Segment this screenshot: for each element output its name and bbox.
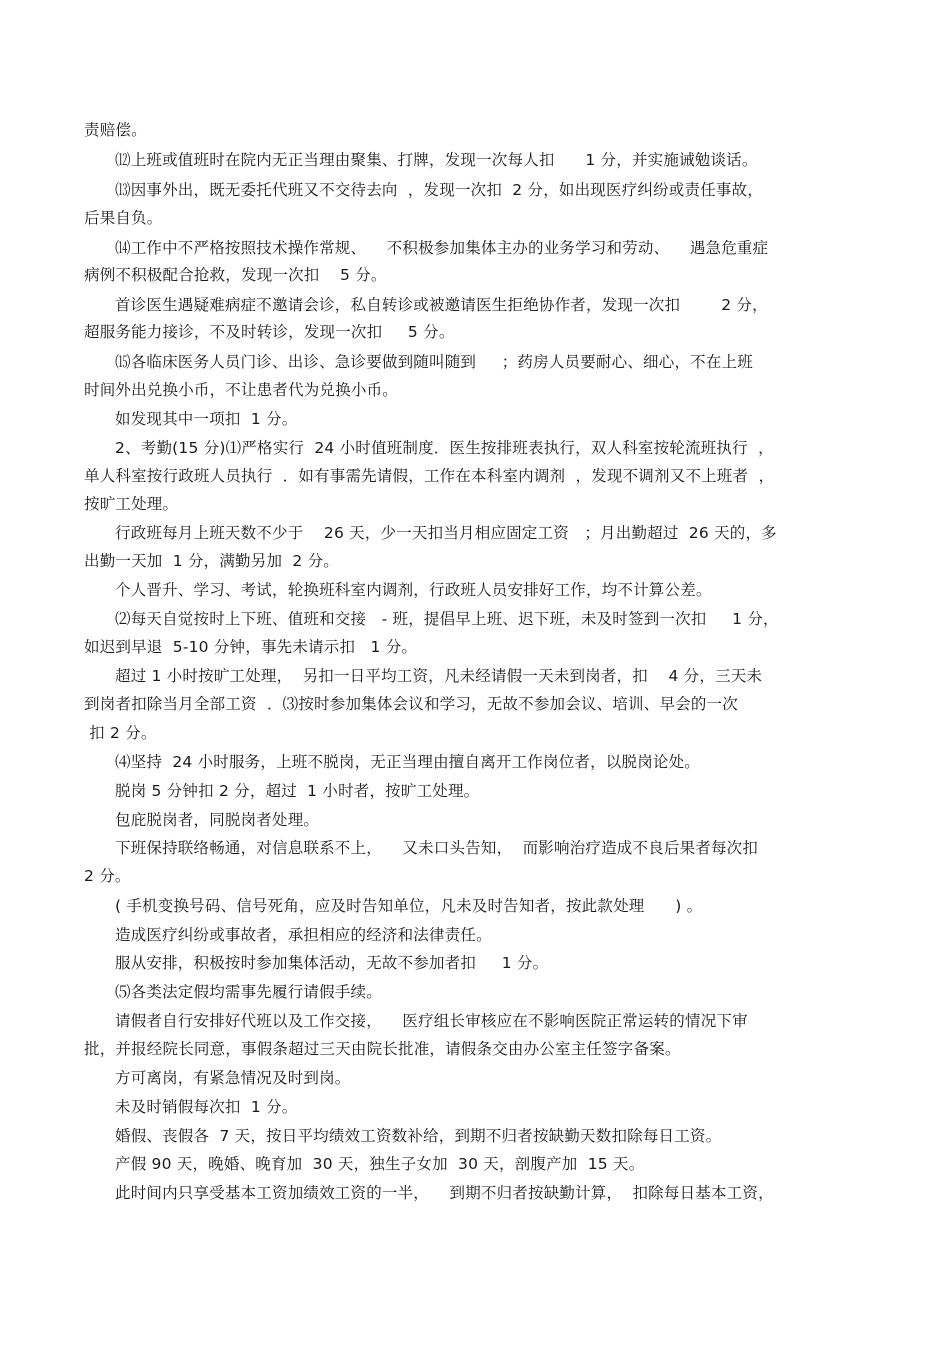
text-line: 脱岗 5 分钟扣 2 分，超过 1 小时者，按旷工处理。 [115, 782, 480, 800]
text-line: 扣 2 分。 [84, 724, 157, 742]
text-line: 病例不积极配合抢救，发现一次扣 5 分。 [84, 266, 387, 284]
text-line: ⑵每天自觉按时上下班、值班和交接 - 班，提倡早上班、迟下班，未及时签到一次扣 1 分， [115, 610, 779, 628]
text-line: 2、考勤(15 分)⑴严格实行 24 小时值班制度．医生按排班表执行，双人科室按轮流班执行 ， [115, 439, 774, 457]
text-line: 如迟到早退 5-10 分钟，事先未请示扣 1 分。 [84, 638, 418, 656]
text-line: ⑷坚持 24 小时服务，上班不脱岗，无正当理由擅自离开工作岗位者，以脱岗论处。 [115, 753, 701, 771]
text-line: 个人晋升、学习、考试，轮换班科室内调剂，行政班人员安排好工作，均不计算公差。 [115, 581, 712, 599]
text-line: 首诊医生遇疑难病症不邀请会诊，私自转诊或被邀请医生拒绝协作者，发现一次扣 2 分， [115, 296, 768, 314]
text-line: 超服务能力接诊，不及时转诊，发现一次扣 5 分。 [84, 323, 455, 341]
text-line: 未及时销假每次扣 1 分。 [115, 1098, 298, 1116]
text-line: 行政班每月上班天数不少于 26 天，少一天扣当月相应固定工资 ；月出勤超过 26 天的，多 [115, 524, 777, 542]
text-line: 单人科室按行政班人员执行 ．如有事需先请假，工作在本科室内调剂 ，发现不调剂又不上班者 ， [84, 467, 775, 485]
text-line: 包庇脱岗者，同脱岗者处理。 [115, 811, 320, 829]
text-line: ( 手机变换号码、信号死角，应及时告知单位，凡未及时告知者，按此款处理 ) 。 [115, 897, 703, 915]
text-line: ⒀因事外出，既无委托代班又不交待去向 ，发现一次扣 2 分，如出现医疗纠纷或责任事故， [115, 181, 763, 199]
text-line: 按旷工处理。 [84, 495, 179, 513]
text-line: 2 分。 [84, 867, 131, 885]
text-line: 到岗者扣除当月全部工资 ．⑶按时参加集体会议和学习，无故不参加会议、培训、早会的一次 [84, 695, 738, 713]
text-line: 产假 90 天，晚婚、晚育加 30 天，独生子女加 30 天，剖腹产加 15 天。 [115, 1155, 645, 1173]
text-line: 出勤一天加 1 分，满勤另加 2 分。 [84, 552, 339, 570]
text-line: 婚假、丧假各 7 天，按日平均绩效工资数补给，到期不归者按缺勤天数扣除每日工资。 [115, 1127, 722, 1145]
text-line: 服从安排，积极按时参加集体活动，无故不参加者扣 1 分。 [115, 954, 549, 972]
text-line: 时间外出兑换小币，不让患者代为兑换小币。 [84, 381, 399, 399]
text-line: 批，并报经院长同意，事假条超过三天由院长批准，请假条交由办公室主任签字备案。 [84, 1040, 681, 1058]
text-line: ⒂各临床医务人员门诊、出诊、急诊要做到随叫随到 ；药房人员要耐心、细心，不在上班 [115, 353, 753, 371]
text-line: 如发现其中一项扣 1 分。 [115, 410, 298, 428]
text-line: 下班保持联络畅通，对信息联系不上， 又未口头告知， 而影响治疗造成不良后果者每次扣 [115, 839, 759, 857]
text-line: ⑿上班或值班时在院内无正当理由聚集、打牌，发现一次每人扣 1 分，并实施诫勉谈话。 [115, 151, 758, 169]
text-line: ⒁工作中不严格按照技术操作常规、 不积极参加集体主办的业务学习和劳动、 遇急危重症 [115, 239, 769, 257]
text-line: 请假者自行安排好代班以及工作交接， 医疗组长审核应在不影响医院正常运转的情况下审 [115, 1012, 748, 1030]
text-line: ⑸各类法定假均需事先履行请假手续。 [115, 983, 382, 1001]
text-line: 后果自负。 [84, 209, 163, 227]
text-line: 责赔偿。 [84, 121, 147, 139]
text-line: 造成医疗纠纷或事故者，承担相应的经济和法律责任。 [115, 926, 492, 944]
text-line: 方可离岗，有紧急情况及时到岗。 [115, 1069, 351, 1087]
text-line: 超过 1 小时按旷工处理， 另扣一日平均工资，凡未经请假一天未到岗者，扣 4 分，三天未 [115, 667, 763, 685]
text-line: 此时间内只享受基本工资加绩效工资的一半， 到期不归者按缺勤计算， 扣除每日基本工资， [115, 1184, 774, 1202]
